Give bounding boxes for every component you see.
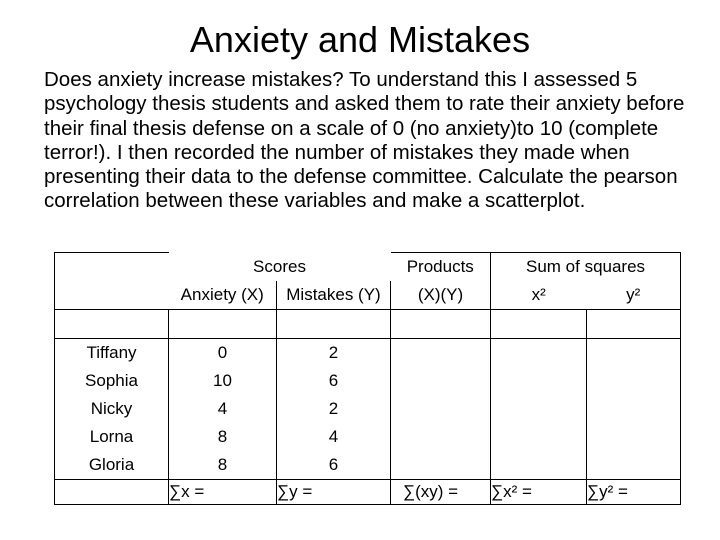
mistakes-header: Mistakes (Y)	[277, 281, 391, 310]
anxiety-value: 8	[169, 423, 277, 451]
student-name: Lorna	[55, 423, 169, 451]
xy-header: (X)(Y)	[391, 281, 491, 310]
mistakes-value: 6	[277, 367, 391, 395]
y-squared-header: y²	[587, 281, 681, 310]
problem-description: Does anxiety increase mistakes? To understand this I assessed 5 psychology thesis students and asked them to rate their anxiety before their final thesis defense on a scale of 0 (no anxiety)to 10 (complete terror!). I then recorded the number of mistakes they made when presenting their data to the defense committee. Calculate the pearson correlation between these variables and make a scatterplot.	[44, 68, 685, 213]
sum-row	[55, 480, 681, 505]
table-row	[55, 423, 681, 451]
sum-x-label: ∑x =	[169, 480, 277, 505]
anxiety-header: Anxiety (X)	[169, 281, 277, 310]
x-squared-header: x²	[491, 281, 587, 310]
mistakes-value: 6	[277, 451, 391, 480]
table-row	[55, 367, 681, 395]
sum-y-label: ∑y =	[277, 480, 391, 505]
slide-title: Anxiety and Mistakes	[189, 19, 531, 60]
anxiety-value: 4	[169, 395, 277, 423]
table-group-header-row	[55, 253, 681, 282]
spacer-row	[55, 310, 681, 339]
table-row	[55, 395, 681, 423]
mistakes-value: 2	[277, 395, 391, 423]
mistakes-value: 2	[277, 339, 391, 368]
sum-x-squared-label: ∑x² =	[491, 480, 587, 505]
sum-y-squared-label: ∑y² =	[587, 480, 681, 505]
sum-of-squares-header: Sum of squares	[491, 253, 681, 282]
student-name: Gloria	[55, 451, 169, 480]
anxiety-value: 8	[169, 451, 277, 480]
student-name: Nicky	[55, 395, 169, 423]
table-row	[55, 451, 681, 480]
sum-xy-label: ∑(xy) =	[391, 480, 491, 505]
table-row	[55, 339, 681, 368]
scores-header: Scores	[253, 256, 306, 276]
anxiety-value: 10	[169, 367, 277, 395]
student-name: Tiffany	[55, 339, 169, 368]
data-table	[54, 252, 681, 505]
table-column-header-row	[55, 281, 681, 310]
anxiety-value: 0	[169, 339, 277, 368]
student-name: Sophia	[55, 367, 169, 395]
mistakes-value: 4	[277, 423, 391, 451]
products-header: Products	[391, 253, 491, 282]
